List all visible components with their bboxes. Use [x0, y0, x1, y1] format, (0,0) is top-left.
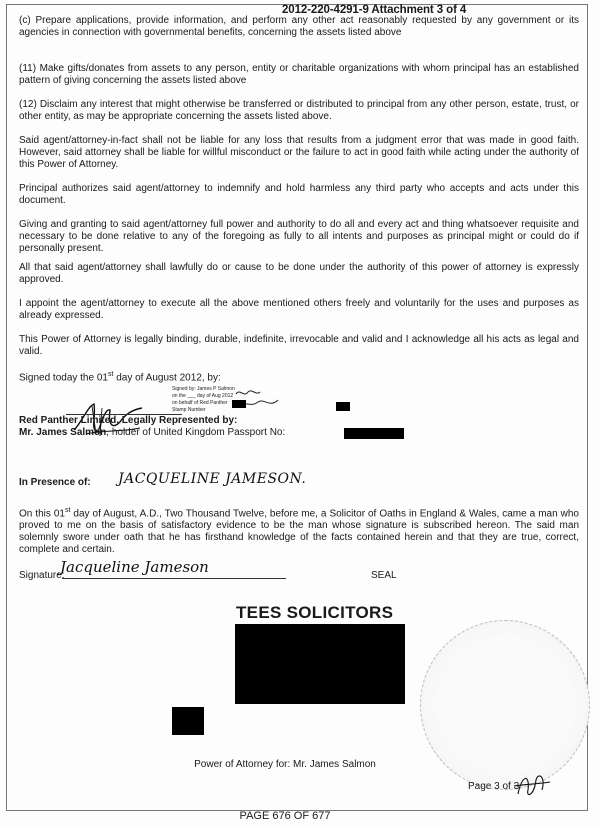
representative-line: Mr. James Salmon, holder of United Kingdom Passport No:: [19, 427, 286, 438]
paragraph-binding: This Power of Attorney is legally binding, durable, indefinite, irrevocable and valid and I acknowledge all his acts as legal and valid.: [19, 334, 579, 357]
company-line: Red Panther Limited, Legally Represented by:: [19, 415, 238, 426]
seal-label: SEAL: [371, 570, 397, 581]
paragraph-12: (12) Disclaim any interest that might otherwise be transferred or distributed to principal from any other person, estate, trust, or other entity, as may be appropriate concerning the assets listed above.: [19, 99, 579, 122]
redaction-block: [232, 400, 246, 408]
stamp-text-1: Signed by: James P Salmon: [172, 386, 235, 392]
paragraph-giving: Giving and granting to said agent/attorney full power and authority to do all and every act and thing whatsoever requisite and necessary to be done relative to any of the foregoing as fully to all intents and purposes as principal might or could do if personally present.: [19, 219, 579, 254]
witness-signature: Jacqueline Jameson: [60, 558, 209, 576]
signed-line: Signed today the 01st day of August 2012, by:: [19, 371, 221, 384]
redaction-block: [172, 707, 204, 735]
embossed-seal: [420, 620, 590, 790]
notary-paragraph: On this 01st day of August, A.D., Two Thousand Twelve, before me, a Solicitor of Oaths in England & Wales, came a man who proved to me on the basis of satisfactory evidence to be the man whose signature is subscribed hereon. The said man solemnly swore under oath that he has firsthand knowledge of the facts contained herein and that they are true, correct, complete and certain.: [19, 507, 579, 556]
stamp-text-4: Stamp Number: [172, 407, 206, 413]
initials-mark-image: [512, 770, 552, 800]
page-number: PAGE 676 OF 677: [239, 810, 331, 822]
redaction-block: [344, 428, 404, 439]
paragraph-indemnify: Principal authorizes said agent/attorney to indemnify and hold harmless any third party who accepts and acts under this document.: [19, 183, 579, 206]
attachment-header: 2012-220-4291-9 Attachment 3 of 4: [282, 4, 467, 16]
stamp-text-2: on the ___ day of Aug 2012: [172, 393, 234, 399]
stamp-handwriting-image: [230, 386, 290, 412]
paragraph-liability: Said agent/attorney-in-fact shall not be liable for any loss that results from a judgment error that was made in good faith. However, said attorney shall be liable for willful misconduct or the failure to act in good faith while acting under the authority of this Power of Attorney.: [19, 135, 579, 170]
paragraph-11: (11) Make gifts/donates from assets to any person, entity or charitable organizations with whom principal has an established pattern of giving concerning the assets listed above: [19, 63, 579, 86]
presence-label: In Presence of:: [19, 477, 91, 488]
paragraph-c: (c) Prepare applications, provide information, and perform any other act reasonably requested by any government or its agencies in connection with governmental benefits, concerning the assets listed above: [19, 15, 579, 38]
stamp-text-3: on behalf of Red Panther: [172, 400, 228, 406]
page-of: Page 3 of 3: [468, 781, 520, 792]
presence-handwritten-name: JACQUELINE JAMESON.: [118, 471, 307, 487]
poa-for: Power of Attorney for: Mr. James Salmon: [194, 759, 376, 770]
redaction-block: [235, 624, 405, 704]
witness-signature-line: [62, 578, 286, 579]
redaction-block: [336, 402, 350, 411]
signature-label: Signature:: [19, 570, 65, 581]
paragraph-approved: All that said agent/attorney shall lawfully do or cause to be done under the authority of this power of attorney is expressly approved.: [19, 262, 579, 285]
firm-name: TEES SOLICITORS: [236, 603, 394, 622]
paragraph-appoint: I appoint the agent/attorney to execute all the above mentioned others freely and voluntarily for the uses and purposes as already expressed.: [19, 298, 579, 321]
